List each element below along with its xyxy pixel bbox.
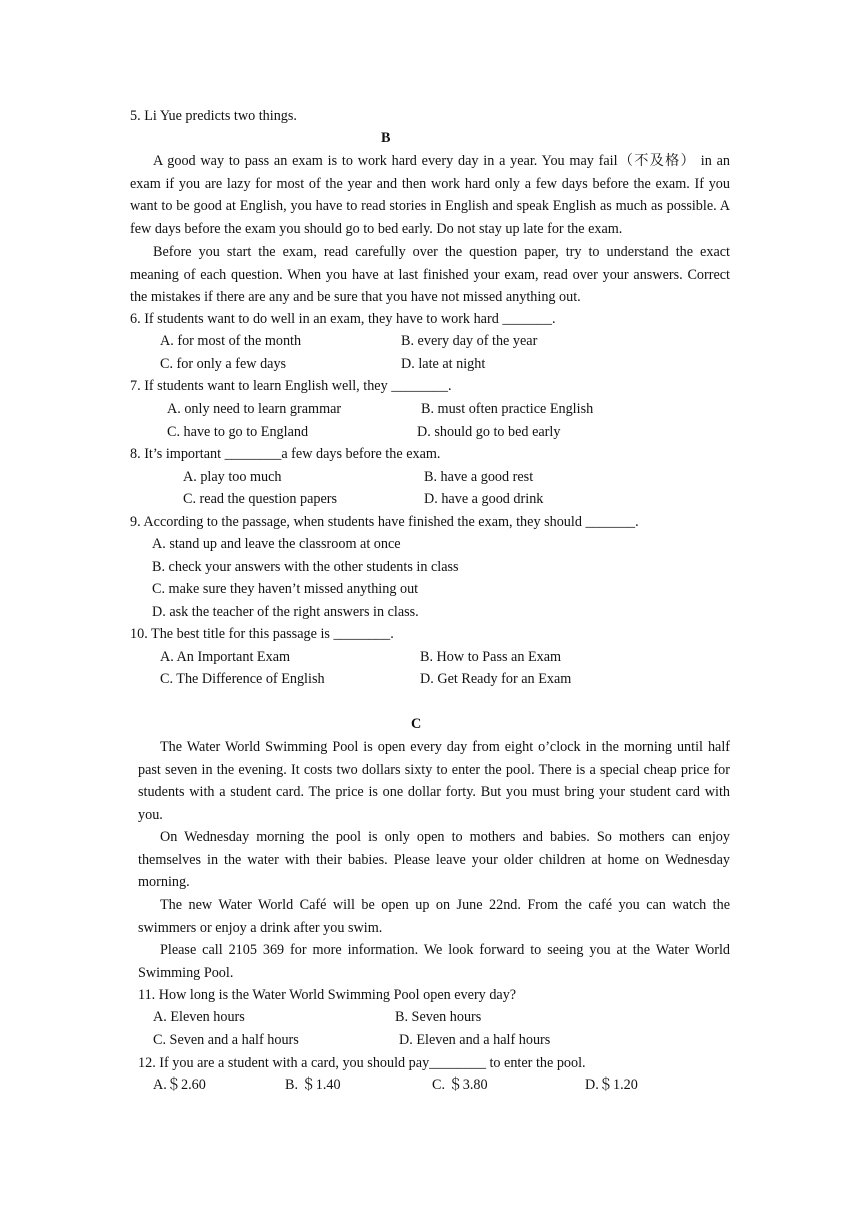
question-12-option-b: B. ＄1.40 xyxy=(285,1077,341,1093)
question-9-option-c: C. make sure they haven’t missed anything out xyxy=(152,581,419,597)
question-9-option-d: D. ask the teacher of the right answers in class. xyxy=(152,604,419,620)
question-11-option-d: D. Eleven and a half hours xyxy=(399,1032,551,1048)
question-9-option-a: A. stand up and leave the classroom at once xyxy=(152,536,401,552)
question-8-option-d: D. have a good drink xyxy=(424,491,544,507)
question-6-option-d: D. late at night xyxy=(401,356,486,372)
question-12-option-c: C. ＄3.80 xyxy=(432,1077,488,1093)
question-7-stem: 7. If students want to learn English well, they ________. xyxy=(130,378,452,394)
question-10-option-a: A. An Important Exam xyxy=(160,649,291,665)
question-12-stem: 12. If you are a student with a card, you should pay________ to enter the pool. xyxy=(138,1055,586,1071)
question-9-stem: 9. According to the passage, when students have finished the exam, they should _______. xyxy=(130,514,639,530)
question-7-option-c: C. have to go to England xyxy=(167,424,309,440)
question-7-option-d: D. should go to bed early xyxy=(417,424,561,440)
question-9-option-b: B. check your answers with the other students in class xyxy=(152,559,459,575)
section-c-heading: C xyxy=(411,716,422,732)
question-12-option-d: D.＄1.20 xyxy=(585,1077,638,1093)
question-6-option-b: B. every day of the year xyxy=(401,333,538,349)
question-6-option-a: A. for most of the month xyxy=(160,333,302,349)
question-11-option-c: C. Seven and a half hours xyxy=(153,1032,299,1048)
question-11-option-a: A. Eleven hours xyxy=(153,1009,245,1025)
section-b-heading: B xyxy=(381,130,391,146)
question-10-option-b: B. How to Pass an Exam xyxy=(420,649,562,665)
question-11-stem: 11. How long is the Water World Swimming Pool open every day? xyxy=(138,987,517,1003)
question-11-option-b: B. Seven hours xyxy=(395,1009,482,1025)
question-8-option-b: B. have a good rest xyxy=(424,469,534,485)
question-12-option-a: A.＄2.60 xyxy=(153,1077,206,1093)
question-6-stem: 6. If students want to do well in an exam, they have to work hard _______. xyxy=(130,311,556,327)
section-b-paragraph-2: Before you start the exam, read carefully over the question paper, try to understand the exact meaning of each question. When you have at last finished your exam, read over your answers. Correct the mistakes if there are any and be sure that you have not missed anything out. xyxy=(130,244,730,305)
question-6-option-c: C. for only a few days xyxy=(160,356,287,372)
section-c-paragraph-3: The new Water World Café will be open up on June 22nd. From the café you can watch the swimmers or enjoy a drink after you swim. xyxy=(138,897,730,936)
section-c-paragraph-1: The Water World Swimming Pool is open every day from eight o’clock in the morning until half past seven in the evening. It costs two dollars sixty to enter the pool. There is a special cheap price for students with a student card. The price is one dollar forty. But you must bring your student card with you. xyxy=(138,739,730,823)
question-8-option-c: C. read the question papers xyxy=(183,491,338,507)
question-8-option-a: A. play too much xyxy=(183,469,282,485)
section-c-paragraph-2: On Wednesday morning the pool is only open to mothers and babies. So mothers can enjoy themselves in the water with their babies. Please leave your older children at home on Wednesday morning. xyxy=(138,829,730,890)
section-c-paragraph-4: Please call 2105 369 for more information. We look forward to seeing you at the Water World Swimming Pool. xyxy=(138,942,730,981)
question-10-option-d: D. Get Ready for an Exam xyxy=(420,671,572,687)
question-7-option-a: A. only need to learn grammar xyxy=(167,401,342,417)
question-5: 5. Li Yue predicts two things. xyxy=(130,108,297,124)
question-8-stem: 8. It’s important ________a few days before the exam. xyxy=(130,446,441,462)
section-b-paragraph-1: A good way to pass an exam is to work hard every day in a year. You may fail（不及格） in an exam if you are lazy for most of the year and then work hard only a few days before the exam. If you want to be good at English, you have to read stories in English and speak English as much as possible. A few days before the exam you should go to bed early. Do not stay up late for the exam. xyxy=(130,153,730,237)
question-7-option-b: B. must often practice English xyxy=(421,401,594,417)
question-10-stem: 10. The best title for this passage is ________. xyxy=(130,626,394,642)
question-10-option-c: C. The Difference of English xyxy=(160,671,325,687)
